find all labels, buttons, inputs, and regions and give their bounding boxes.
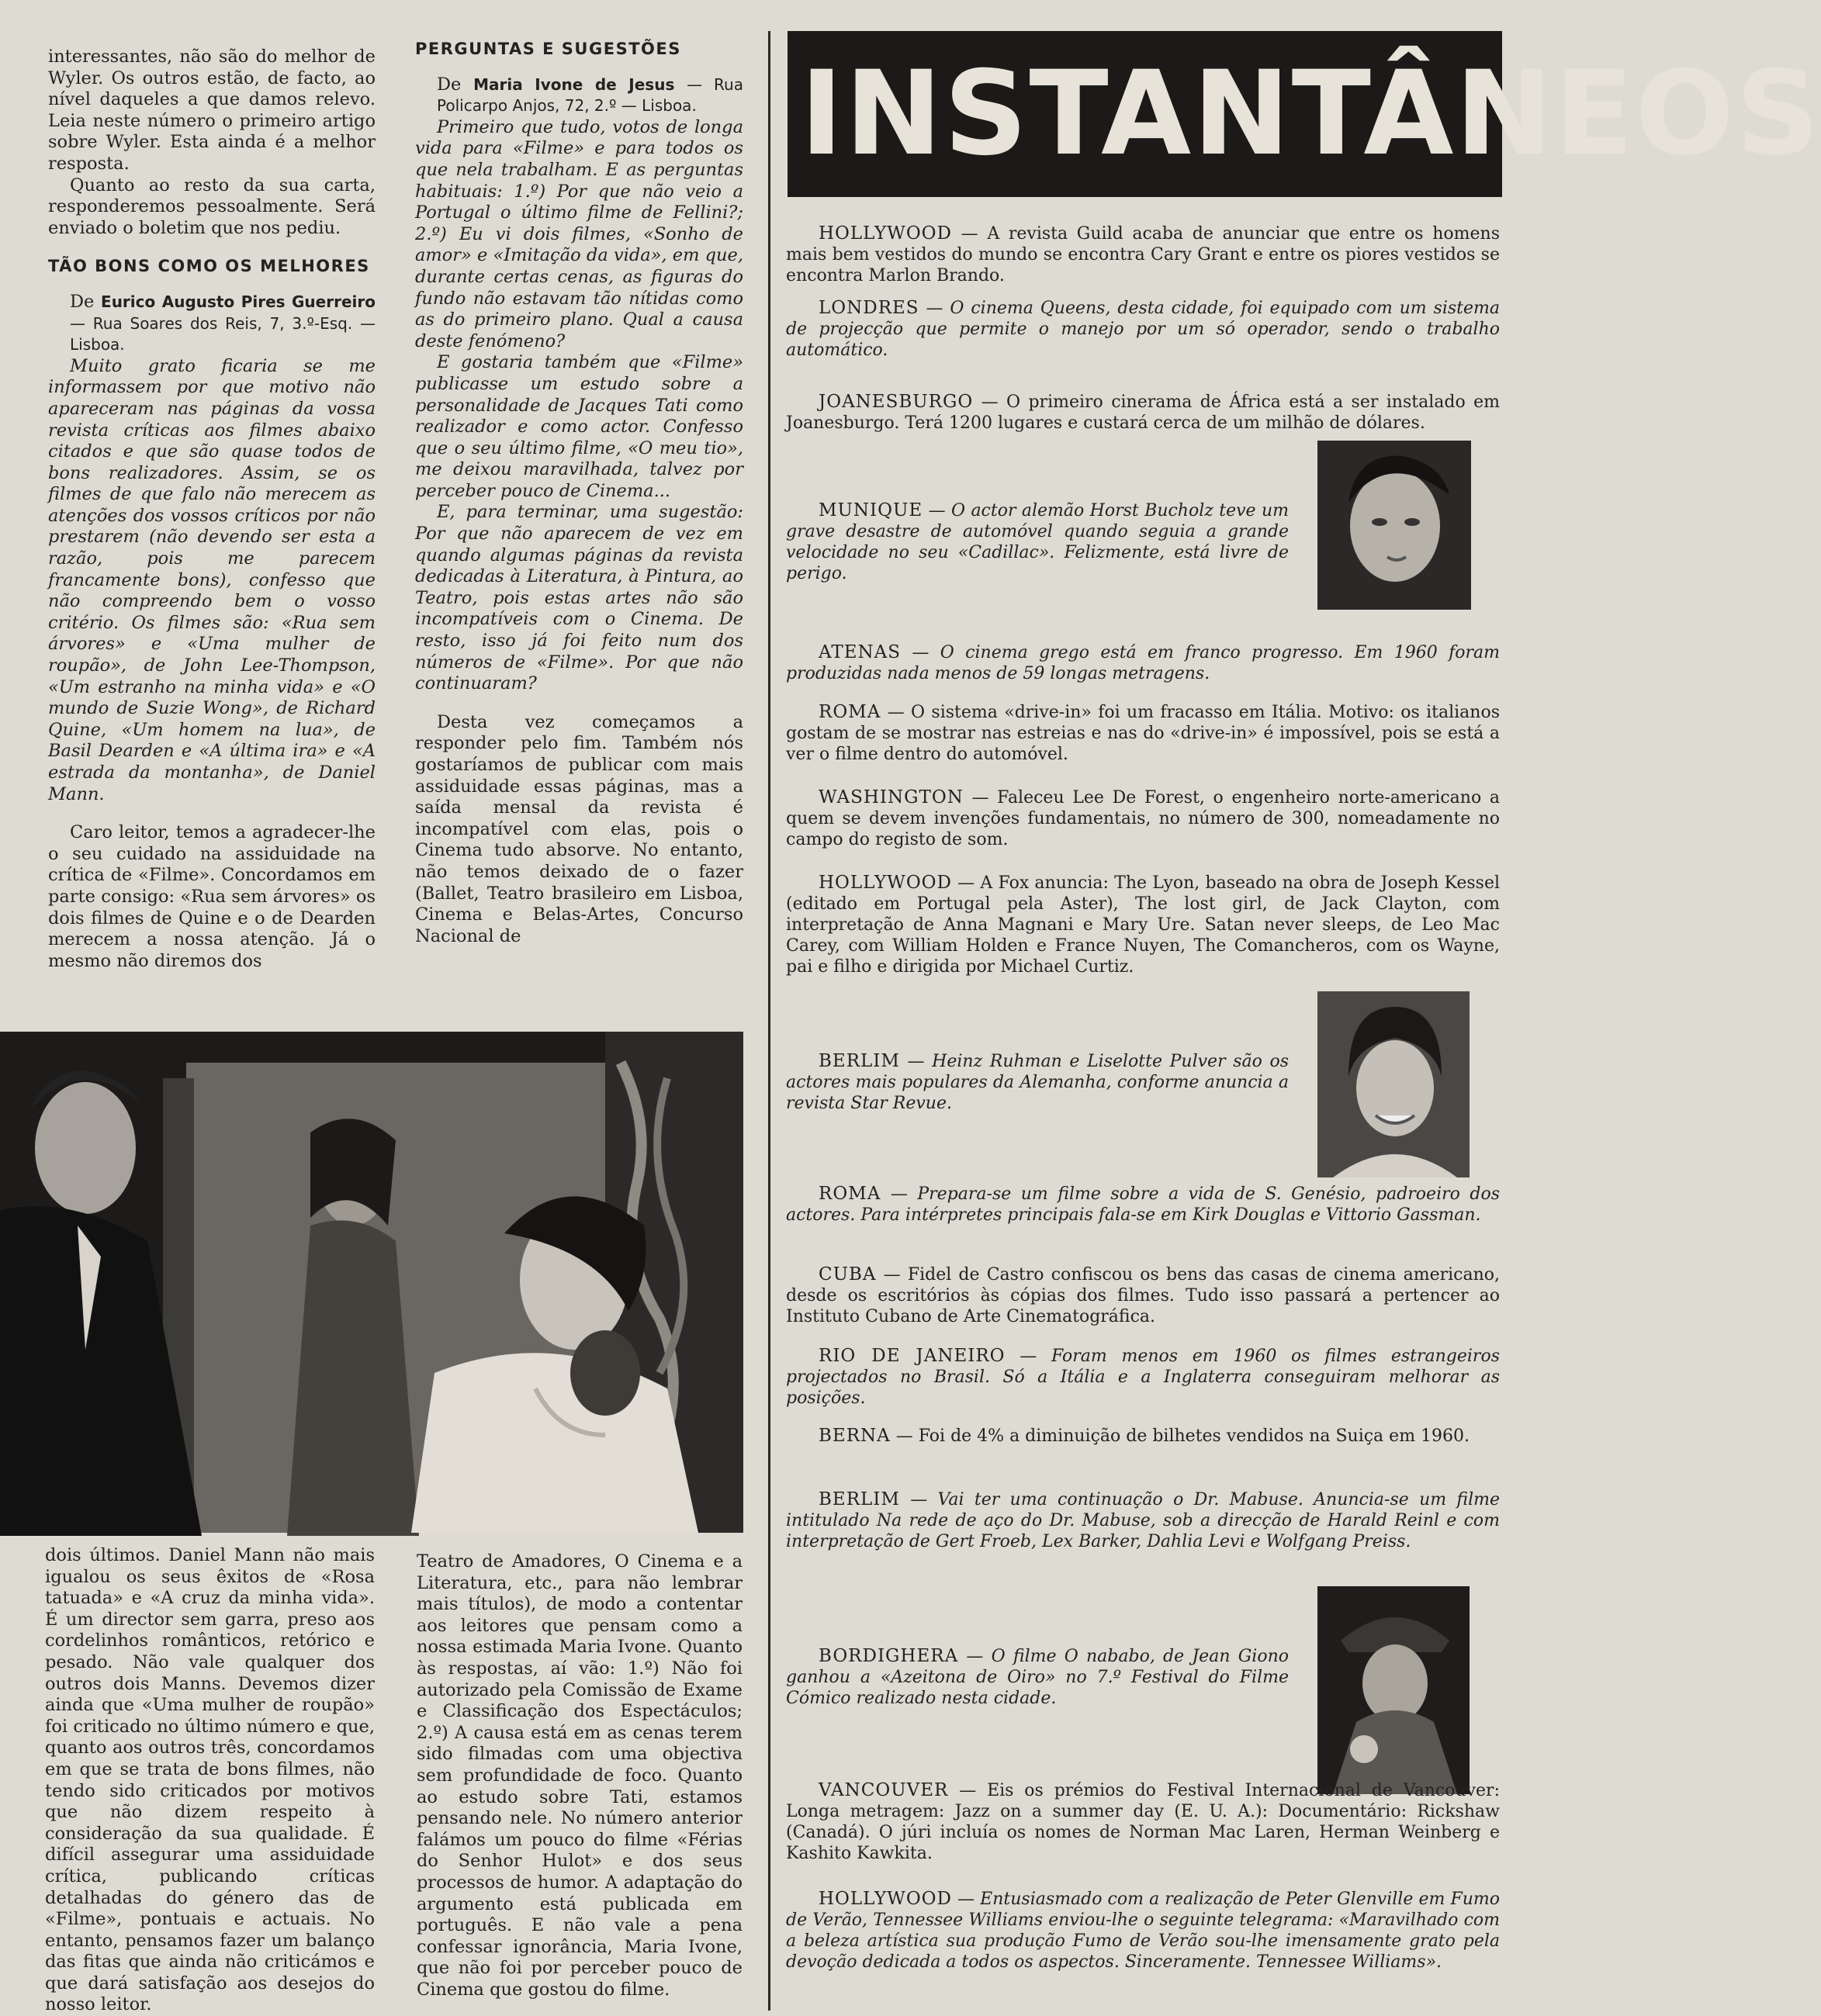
letter-sender: De Eurico Augusto Pires Guerreiro — Rua Soares dos Reis, 7, 3.º-Esq. — Lisboa. (70, 291, 376, 354)
news-place: CUBA (819, 1264, 877, 1285)
letter-sender: De Maria Ivone de Jesus — Rua Policarpo Anjos, 72, 2.º — Lisboa. (437, 74, 743, 116)
news-item: MUNIQUE — O actor alemão Horst Bucholz teve um grave desastre de automóvel quando seguia a grande velocidade no seu «Cadillac». Felizmente, está livre de perigo. (786, 500, 1289, 583)
news-item: BERNA — Foi de 4% a diminuição de bilhetes vendidos na Suiça em 1960. (819, 1426, 1470, 1446)
letters-column-2 (415, 39, 743, 947)
news-place: JOANESBURGO (819, 392, 974, 412)
photo-jean-giono (1317, 1586, 1470, 1794)
news-item: LONDRES — O cinema Queens, desta cidade, foi equipado com um sistema de projecção que permite o manejo por um só operador, sendo o trabalho automático. (786, 298, 1500, 360)
news-text: O filme O nababo, de Jean Giono ganhou a «Azeitona de Oiro» no 7.º Festival do Filme Cómico realizado nesta cidade. (786, 1647, 1289, 1708)
news-text: A revista Guild acaba de anunciar que entre os homens mais bem vestidos do mundo se encontra Cary Grant e entre os piores vestidos se encontra Marlon Brando. (786, 224, 1500, 285)
news-place: ATENAS (819, 642, 901, 662)
portrait-image (1317, 991, 1470, 1177)
news-item: HOLLYWOOD — A Fox anuncia: The Lyon, baseado na obra de Joseph Kessel (editado em Portugal pela Aster), The lost girl, de Jack Clayton, com interpretação de Anna Magnani e Mary Ure. Satan never sleeps, de Leo Mac Carey, com William Holden e France Nuyen, The Comancheros, com os Wayne, pai e filho e dirigida por Michael Curtiz. (786, 873, 1500, 977)
news-text: O cinema grego está em franco progresso. Em 1960 foram produzidas nada menos de 59 longas metragens. (786, 643, 1500, 683)
news-text: Prepara-se um filme sobre a vida de S. Genésio, padroeiro dos actores. Para intérpretes principais fala-se em Kirk Douglas e Vittorio Gassman. (786, 1184, 1500, 1225)
news-place: HOLLYWOOD (819, 223, 952, 244)
news-place: HOLLYWOOD (819, 873, 952, 893)
news-text: A Fox anuncia: The Lyon, baseado na obra de Joseph Kessel (editado em Portugal pela Aster), The lost girl, de Jack Clayton, com interpretação de Anna Magnani e Mary Ure. Satan never sleeps, de Leo Mac Carey, com William Holden e France Nuyen, The Comancheros, com os Wayne, pai e filho e dirigida por Michael Curtiz. (786, 873, 1500, 977)
news-text: Foi de 4% a diminuição de bilhetes vendidos na Suiça em 1960. (918, 1426, 1470, 1446)
reply-continued: interessantes, não são do melhor de Wyler. Os outros estão, de facto, ao nível daqueles a que damos relevo. Leia neste número o primeiro artigo sobre Wyler. Esta ainda é a melhor resposta. (48, 47, 376, 174)
news-text: Eis os prémios do Festival Internacional de Vancouver: Longa metragem: Jazz on a summer day (E. U. A.): Documentário: Rickshaw (Canadá). O júri incluía os nomes de Norman Mac Laren, Herman Weinberg e Kashito Kawkita. (786, 1781, 1500, 1863)
photo-liselotte-pulver (1317, 991, 1470, 1177)
news-item: WASHINGTON — Faleceu Lee De Forest, o engenheiro norte-americano a quem se devem invenções fundamentais, no número de 300, nomeadamente no campo do registo de som. (786, 787, 1500, 849)
editor-reply: Caro leitor, temos a agradecer-lhe o seu cuidado na assiduidade na crítica de «Filme». Concordamos em parte consigo: «Rua sem árvores» os dois filmes de Quine e o de Dearden merecem a nossa atenção. Já o mesmo não diremos dos (48, 822, 376, 971)
news-text: Fidel de Castro confiscou os bens das casas de cinema americano, desde os escritórios às cópias dos filmes. Tudo isso passará a pertencer ao Instituto Cubano de Arte Cinematográfica. (786, 1265, 1500, 1326)
section-heading-tao-bons: TÃO BONS COMO OS MELHORES (48, 257, 370, 276)
news-text: O cinema Queens, desta cidade, foi equipado com um sistema de projecção que permite o manejo por um só operador, sendo o trabalho automático. (786, 299, 1500, 360)
letters-column-1 (48, 47, 376, 972)
news-item: ATENAS — O cinema grego está em franco progresso. Em 1960 foram produzidas nada menos de 59 longas metragens. (786, 642, 1500, 683)
photo-horst-bucholz (1317, 441, 1471, 610)
editor-reply: Desta vez começamos a responder pelo fim. Também nós gostaríamos de publicar com mais assiduidade essas páginas, mas a saída mensal da revista é incompatível com elas, pois o Cinema tudo absorve. No entanto, não temos deixado de o fazer (Ballet, Teatro brasileiro em Lisboa, Cinema e Belas-Artes, Concurso Nacional de (415, 711, 743, 946)
letters-column-1-continued (45, 1545, 375, 2016)
column-divider (768, 31, 770, 2011)
news-place: RIO DE JANEIRO (819, 1346, 1006, 1366)
news-item: VANCOUVER — Eis os prémios do Festival Internacional de Vancouver: Longa metragem: Jazz on a summer day (E. U. A.): Documentário: Rickshaw (Canadá). O júri incluía os nomes de Norman Mac Laren, Herman Weinberg e Kashito Kawkita. (786, 1780, 1500, 1863)
news-place: ROMA (819, 702, 881, 722)
news-item: BERLIM — Heinz Ruhman e Liselotte Pulver são os actores mais populares da Alemanha, conforme anuncia a revista Star Revue. (786, 1051, 1289, 1113)
news-place: LONDRES (819, 298, 919, 318)
editor-reply-continued: Teatro de Amadores, O Cinema e a Literatura, etc., para não lembrar mais títulos), de modo a contentar aos leitores que pensam como a nossa estimada Maria Ivone. Quanto às respostas, aí vão: 1.º) Não foi autorizado pela Comissão de Exame e Classificação dos Espectáculos; 2.º) A causa está em as cenas terem sido filmadas com uma objectiva sem profundidade de foco. Quanto ao estudo sobre Tati, estamos pensando nele. No número anterior falámos um pouco do filme «Férias do Senhor Hulot» e dos seus processos de humor. A adaptação do argumento está publicada em português. E não vale a pena confessar ignorância, Maria Ivone, que não foi por perceber pouco de Cinema que gostou do filme. (417, 1551, 743, 2000)
news-item: ROMA — Prepara-se um filme sobre a vida de S. Genésio, padroeiro dos actores. Para intérpretes principais fala-se em Kirk Douglas e Vittorio Gassman. (786, 1184, 1500, 1225)
news-place: BERNA (819, 1426, 891, 1446)
news-item: CUBA — Fidel de Castro confiscou os bens das casas de cinema americano, desde os escritórios às cópias dos filmes. Tudo isso passará a pertencer ao Instituto Cubano de Arte Cinematográfica. (786, 1264, 1500, 1326)
news-text: O sistema «drive-in» foi um fracasso em Itália. Motivo: os italianos gostam de se mostrar nas estreias e nas do «drive-in» é impossível, pois se está a ver o filme dentro do automóvel. (786, 703, 1500, 764)
news-text: Entusiasmado com a realização de Peter Glenville em Fumo de Verão, Tennessee Williams enviou-lhe o seguinte telegrama: «Maravilhado com a beleza artística sua produção Fumo de Verão sou-lhe imensamente grato pela devoção dedicada a todos os aspectos. Sinceramente. Tennessee Williams». (786, 1890, 1500, 1972)
news-place: BORDIGHERA (819, 1646, 959, 1666)
reader-letter: Primeiro que tudo, votos de longa vida para «Filme» e para todos os que nela trabalham. E as perguntas habituais: 1.º) Por que não veio a Portugal o último filme de Fellini?; 2.º) Eu vi dois filmes, «Sonho de amor» e «Imitação da vida», em que, durante certas cenas, as figuras do fundo não estavam tão nítidas como as do primeiro plano. Qual a causa deste fenómeno? (415, 116, 743, 351)
reply-closing: Quanto ao resto da sua carta, responderemos pessoalmente. Será enviado o boletim que nos pediu. (48, 175, 376, 238)
news-item: BORDIGHERA — O filme O nababo, de Jean Giono ganhou a «Azeitona de Oiro» no 7.º Festival do Filme Cómico realizado nesta cidade. (786, 1646, 1289, 1708)
news-item: JOANESBURGO — O primeiro cinerama de África está a ser instalado em Joanesburgo. Terá 1200 lugares e custará cerca de um milhão de dólares. (786, 392, 1500, 433)
news-place: MUNIQUE (819, 500, 923, 520)
instantaneos-masthead: INSTANTÂNEOS (788, 31, 1502, 197)
news-place: HOLLYWOOD (819, 1889, 952, 1909)
news-text: Faleceu Lee De Forest, o engenheiro norte-americano a quem se devem invenções fundamentais, no número de 300, nomeadamente no campo do registo de som. (786, 788, 1500, 849)
news-text: O primeiro cinerama de África está a ser instalado em Joanesburgo. Terá 1200 lugares e custará cerca de um milhão de dólares. (786, 392, 1500, 433)
news-place: WASHINGTON (819, 787, 964, 807)
news-item: BERLIM — Vai ter uma continuação o Dr. Mabuse. Anuncia-se um filme intitulado Na rede de aço do Dr. Mabuse, sob a direcção de Harald Reinl e com interpretação de Gert Froeb, Lex Barker, Dahlia Levi e Wolfgang Preiss. (786, 1489, 1500, 1551)
news-item: HOLLYWOOD — Entusiasmado com a realização de Peter Glenville em Fumo de Verão, Tennessee Williams enviou-lhe o seguinte telegrama: «Maravilhado com a beleza artística sua produção Fumo de Verão sou-lhe imensamente grato pela devoção dedicada a todos os aspectos. Sinceramente. Tennessee Williams». (786, 1889, 1500, 1972)
editor-reply-continued: dois últimos. Daniel Mann não mais igualou os seus êxitos de «Rosa tatuada» e «A cruz da minha vida». É um director sem garra, preso aos cordelinhos românticos, retórico e pesado. Não vale qualquer dos outros dois Manns. Devemos dizer ainda que «Uma mulher de roupão» foi criticado no último número e que, quanto aos outros três, concordamos em que se trata de bons filmes, não tendo sido criticados por motivos que não dizem respeito à consideração da sua qualidade. É difícil assegurar uma assiduidade crítica, publicando críticas detalhadas do género das de «Filme», pontuais e actuais. No entanto, pensamos fazer um balanço das fitas que ainda não criticámos e que dará satisfação aos desejos do nosso leitor. (45, 1545, 375, 2015)
news-place: BERLIM (819, 1051, 900, 1071)
portrait-image (1317, 1586, 1470, 1794)
reader-letter: E gostaria também que «Filme» publicasse um estudo sobre a personalidade de Jacques Tati como realizador e como actor. Confesso que o seu último filme, «O meu tio», me deixou maravilhada, talvez por perceber pouco de Cinema... (415, 352, 743, 501)
news-place: ROMA (819, 1184, 881, 1204)
section-heading-perguntas: PERGUNTAS E SUGESTÕES (415, 40, 681, 58)
news-place: VANCOUVER (819, 1780, 949, 1800)
film-still-image (0, 1032, 743, 1533)
portrait-image (1317, 441, 1471, 610)
news-item: RIO DE JANEIRO — Foram menos em 1960 os filmes estrangeiros projectados no Brasil. Só a Itália e a Inglaterra conseguiram melhorar as posições. (786, 1346, 1500, 1408)
news-item: ROMA — O sistema «drive-in» foi um fracasso em Itália. Motivo: os italianos gostam de se mostrar nas estreias e nas do «drive-in» é impossível, pois se está a ver o filme dentro do automóvel. (786, 702, 1500, 764)
news-text: Vai ter uma continuação o Dr. Mabuse. Anuncia-se um filme intitulado Na rede de aço do Dr. Mabuse, sob a direcção de Harald Reinl e com interpretação de Gert Froeb, Lex Barker, Dahlia Levi e Wolfgang Preiss. (786, 1490, 1500, 1551)
news-text: O actor alemão Horst Bucholz teve um grave desastre de automóvel quando seguia a grande velocidade no seu «Cadillac». Felizmente, está livre de perigo. (786, 501, 1289, 583)
film-still-photo (0, 1032, 743, 1533)
letters-column-2-continued (417, 1551, 743, 2000)
reader-letter: E, para terminar, uma sugestão: Por que não aparecem de vez em quando algumas páginas da revista dedicadas à Literatura, à Pintura, ao Teatro, pois estas artes não são incompatíveis com o Cinema. De resto, isso já foi feito num dos números de «Filme». Por que não continuaram? (415, 502, 743, 694)
news-text: Foram menos em 1960 os filmes estrangeiros projectados no Brasil. Só a Itália e a Inglaterra conseguiram melhorar as posições. (786, 1347, 1500, 1408)
news-item: HOLLYWOOD — A revista Guild acaba de anunciar que entre os homens mais bem vestidos do mundo se encontra Cary Grant e entre os piores vestidos se encontra Marlon Brando. (786, 223, 1500, 285)
reader-letter: Muito grato ficaria se me informassem por que motivo não apareceram nas páginas da vossa revista críticas aos filmes abaixo citados e que são quase todos de bons realizadores. Assim, se os filmes de que falo não merecem as atenções dos vossos críticos por não prestarem (não devendo ser esta a razão, pois me parecem francamente bons), confesso que não compreendo bem o vosso critério. Os filmes são: «Rua sem árvores» e «Uma mulher de roupão», de John Lee-Thompson, «Um estranho na minha vida» e «O mundo de Suzie Wong», de Richard Quine, «Um homem na lua», de Basil Dearden e «A última ira» e «A estrada da montanha», de Daniel Mann. (48, 355, 376, 804)
news-text: Heinz Ruhman e Liselotte Pulver são os actores mais populares da Alemanha, conforme anuncia a revista Star Revue. (786, 1052, 1289, 1113)
news-place: BERLIM (819, 1489, 900, 1509)
